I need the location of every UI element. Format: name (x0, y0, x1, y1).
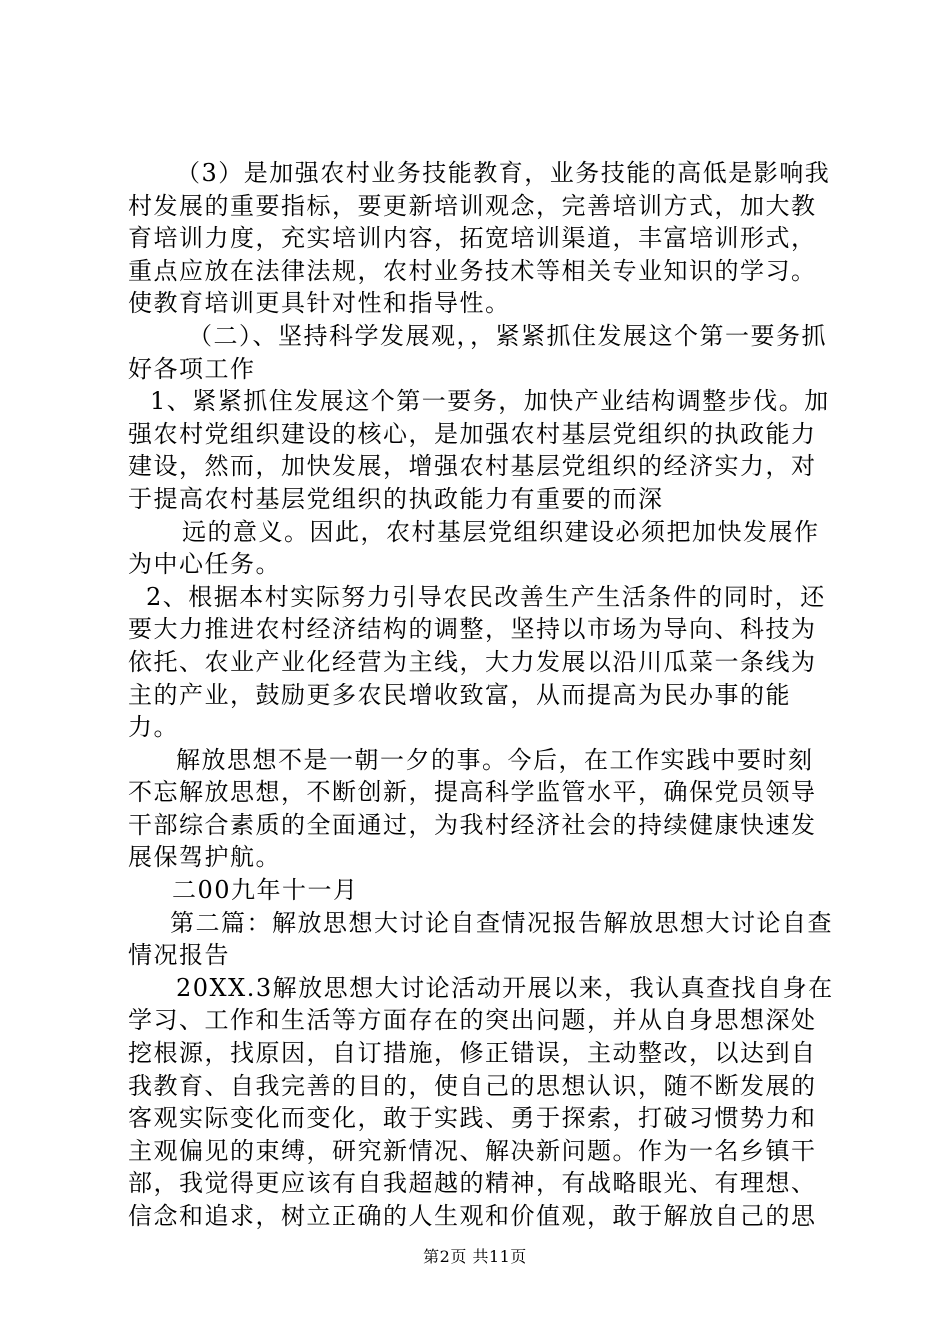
paragraph-rural-skills-education: （3）是加强农村业务技能教育，业务技能的高低是影响我村发展的重要指标，要更新培训观念，完善培训方式，加大教育培训力度，充实培训内容，拓宽培训渠道，丰富培训形式，重点应放在法律法规，农村业务技术等相关专业知识的学习。使教育培训更具针对性和指导性。 (128, 159, 831, 318)
paragraph-emancipate-mind: 解放思想不是一朝一夕的事。今后，在工作实践中要时刻不忘解放思想，不断创新，提高科学监管水平，确保党员领导干部综合素质的全面通过，为我村经济社会的持续健康快速发展保驾护航。 (128, 745, 817, 872)
paragraph-self-inspection: 20XX.3解放思想大讨论活动开展以来，我认真查找自身在学习、工作和生活等方面存在的突出问题，并从自身思想深处挖根源，找原因，自订措施，修正错误，主动整改，以达到自我教育、自我完善的目的，使自己的思想认识，随不断发展的客观实际变化而变化，敢于实践、勇于探索，打破习惯势力和主观偏见的束缚，研究新情况、解决新问题。作为一名乡镇干部，我觉得更应该有自我超越的精神，有战略眼光、有理想、信念和追求，树立正确的人生观和价值观，敢于解放自己的思 (128, 973, 834, 1230)
document-body (128, 157, 838, 1233)
paragraph-industrial-structure: 1、紧紧抓住发展这个第一要务，加快产业结构调整步伐。加强农村党组织建设的核心，是加强农村基层党组织的执政能力建设，然而，加快发展，增强农村基层党组织的经济实力，对于提高农村基层党组织的执政能力有重要的而深 (128, 387, 830, 513)
section-heading-scientific-development: （二）、坚持科学发展观，，紧紧抓住发展这个第一要务抓好各项工作 (128, 321, 827, 383)
paragraph-economic-structure: 2、根据本村实际努力引导农民改善生产生活条件的同时，还要大力推进农村经济结构的调整，坚持以市场为导向、科技为依托、农业产业化经营为主线，大力发展以沿川瓜菜一条线为主的产业，鼓励更多农民增收致富，从而提高为民办事的能力。 (128, 582, 826, 742)
paragraph-central-task: 远的意义。因此，农村基层党组织建设必须把加快发展作为中心任务。 (128, 517, 820, 579)
document-date: 二00九年十一月 (172, 876, 359, 905)
page-number-footer: 第2页 共11页 (423, 1247, 527, 1266)
second-article-title: 第二篇：解放思想大讨论自查情况报告解放思想大讨论自查情况报告 (128, 908, 833, 970)
